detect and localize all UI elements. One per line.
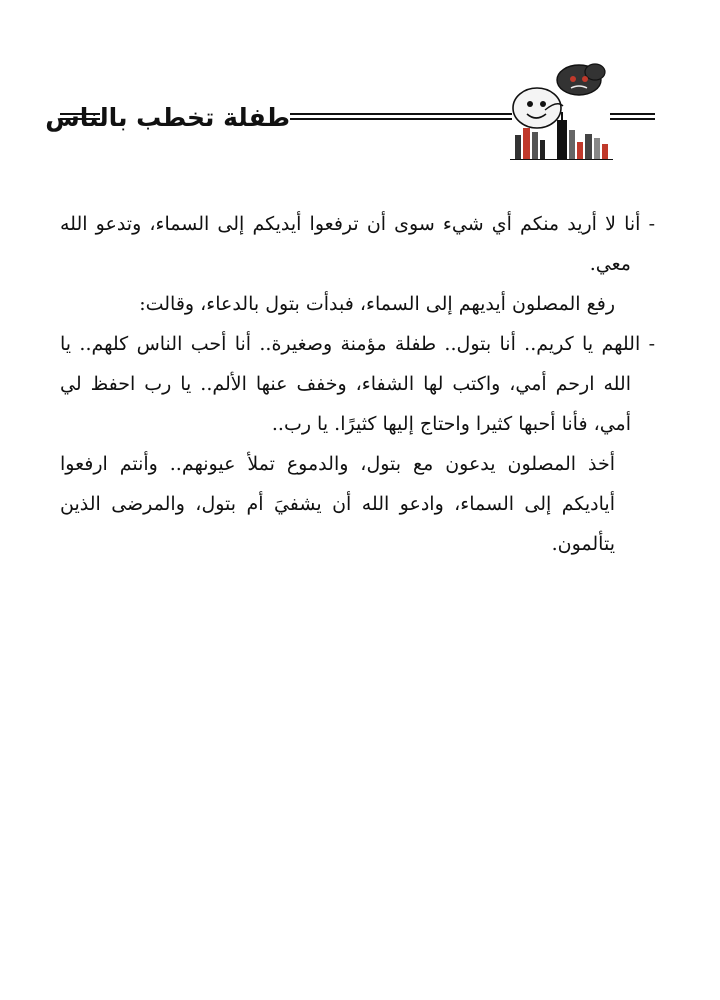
chapter-title: طفلة تخطب بالناس <box>45 103 290 132</box>
paragraph-1: - أنا لا أريد منكم أي شيء سوى أن ترفعوا أيديكم إلى السماء، وتدعو الله معي. <box>60 213 655 275</box>
paragraph-2: رفع المصلون أيديهم إلى السماء، فبدأت بتول بالدعاء، وقالت: <box>139 293 615 315</box>
header-rule-middle <box>290 113 512 125</box>
paragraph-4: أخذ المصلون يدعون مع بتول، والدموع تملأ عيونهم.. وأنتم ارفعوا أياديكم إلى السماء، وادعو الله أن يشفيَ أم بتول، والمرضى الذين يتألمون. <box>60 453 615 555</box>
header-rule-right <box>610 113 655 125</box>
story-text <box>60 204 655 564</box>
page-header <box>0 60 720 170</box>
city-cartoon-logo-icon <box>505 60 615 160</box>
paragraph-3: - اللهم يا كريم.. أنا بتول.. طفلة مؤمنة وصغيرة.. أنا أحب الناس كلهم.. يا الله ارحم أمي، واكتب لها الشفاء، وخفف عنها الألم.. يا رب احفظ لي أمي، فأنا أحبها كثيرا واحتاج إليها كثيرًا. يا رب.. <box>60 333 655 435</box>
